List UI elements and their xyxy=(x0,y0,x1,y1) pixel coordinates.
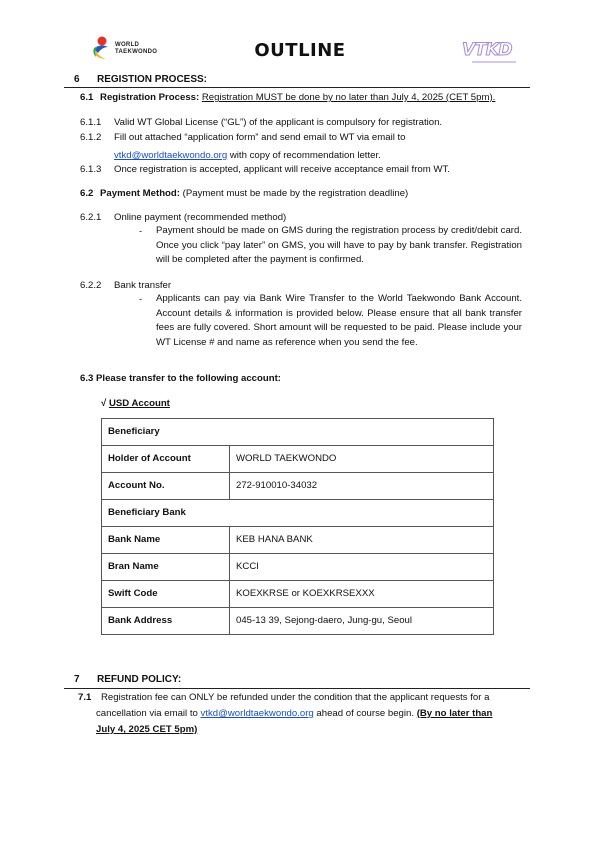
subsection-6-1-number: 6.1 xyxy=(80,92,94,103)
usd-account-label: USD Account xyxy=(108,398,170,409)
bank-address-label: Bank Address xyxy=(102,608,230,635)
account-number-label: Account No. xyxy=(102,473,230,500)
document-header xyxy=(0,0,600,72)
section-7-rule xyxy=(64,688,530,689)
section-6-rule xyxy=(64,87,530,88)
subsection-6-2-number: 6.2 xyxy=(80,188,94,199)
item-6-1-2-email-line xyxy=(114,150,381,162)
bank-address-value: 045-13 39, Sejong-daero, Jung-gu, Seoul xyxy=(230,608,494,635)
section-6-number: 6 xyxy=(74,74,80,85)
beneficiary-header: Beneficiary xyxy=(102,419,494,446)
bank-name-value: KEB HANA BANK xyxy=(230,527,494,554)
vtkd-logo xyxy=(462,40,524,68)
account-number-value: 272-910010-34032 xyxy=(230,473,494,500)
item-6-1-3-number: 6.1.3 xyxy=(80,164,102,175)
item-6-1-2-text: Fill out attached “application form” and send email to WT via email to xyxy=(114,132,406,143)
refund-email-link[interactable]: vtkd@worldtaekwondo.org xyxy=(200,708,314,719)
table-row xyxy=(102,446,494,473)
section-7-number: 7 xyxy=(74,674,80,685)
wt-logo-line1: WORLD xyxy=(115,42,140,48)
subsection-6-1 xyxy=(80,92,495,104)
refund-deadline-part2: July 4, 2025 CET 5pm) xyxy=(96,724,198,735)
holder-value: WORLD TAEKWONDO xyxy=(230,446,494,473)
wt-logo-line2: TAEKWONDO xyxy=(115,48,158,55)
table-row xyxy=(102,527,494,554)
table-row xyxy=(102,419,494,446)
branch-name-value: KCCI xyxy=(230,554,494,581)
section-6-title: REGISTION PROCESS: xyxy=(97,74,208,85)
beneficiary-bank-header: Beneficiary Bank xyxy=(102,500,494,527)
table-row xyxy=(102,581,494,608)
branch-name-label: Bran Name xyxy=(102,554,230,581)
page-title: OUTLINE xyxy=(254,40,346,61)
subsection-6-2-text: (Payment must be made by the registration deadline) xyxy=(179,188,409,199)
holder-label: Holder of Account xyxy=(102,446,230,473)
refund-line-2-mid: ahead of course begin. xyxy=(313,708,417,719)
subsection-6-1-deadline: Registration MUST be done by no later than July 4, 2025 (CET 5pm). xyxy=(201,92,496,103)
vtkd-logo-underline xyxy=(472,61,516,63)
item-6-1-1-text: Valid WT Global License (“GL”) of the applicant is compulsory for registration. xyxy=(114,117,443,128)
item-6-2-1-title: Online payment (recommended method) xyxy=(114,212,287,223)
swift-code-value: KOEXKRSE or KOEXKRSEXXX xyxy=(230,581,494,608)
subsection-6-2-label: Payment Method: xyxy=(100,188,180,199)
table-row xyxy=(102,473,494,500)
item-6-2-1-number: 6.2.1 xyxy=(80,212,102,223)
swift-code-label: Swift Code xyxy=(102,581,230,608)
item-6-2-1-dash: - xyxy=(139,226,143,237)
subsection-6-3: 6.3 Please transfer to the following account: xyxy=(80,373,281,384)
item-6-1-1-number: 6.1.1 xyxy=(80,117,102,128)
refund-line-2 xyxy=(96,708,492,720)
account-table xyxy=(101,418,494,635)
vtkd-logo-text: VTKD xyxy=(462,40,513,60)
item-6-2-2-dash: - xyxy=(139,294,143,305)
email-link[interactable]: vtkd@worldtaekwondo.org xyxy=(114,150,228,161)
item-6-1-3-text: Once registration is accepted, applicant will receive acceptance email from WT. xyxy=(114,164,450,175)
item-6-2-2-body: Applicants can pay via Bank Wire Transfer to the World Taekwondo Bank Account. Account details & information is provided below. Please ensure that all bank transfer fees are fully covered. Short amount will be requested to be paid. Please include your WT License # and name as reference when you send the fee. xyxy=(156,293,522,348)
table-row xyxy=(102,554,494,581)
table-row xyxy=(102,608,494,635)
section-7-title: REFUND POLICY: xyxy=(97,674,182,685)
subsection-6-2 xyxy=(80,188,408,200)
subsection-6-1-label: Registration Process: xyxy=(100,92,200,103)
bank-name-label: Bank Name xyxy=(102,527,230,554)
email-suffix: with copy of recommendation letter. xyxy=(227,150,381,161)
item-6-2-1-body: Payment should be made on GMS during the registration process by credit/debit card. Once you click “pay later” on GMS, you will have to pay by bank transfer. Registration will be completed after the payment is confirmed. xyxy=(156,225,522,265)
table-row xyxy=(102,500,494,527)
item-6-1-2-number: 6.1.2 xyxy=(80,132,102,143)
refund-deadline-part1: (By no later than xyxy=(416,708,493,719)
item-6-2-2-title: Bank transfer xyxy=(114,280,172,291)
check-mark-icon: √ xyxy=(101,398,107,409)
refund-line-2-prefix: cancellation via email to xyxy=(96,708,201,719)
subsection-7-1-number: 7.1 xyxy=(78,692,92,703)
item-6-2-2-number: 6.2.2 xyxy=(80,280,102,291)
refund-line-1: Registration fee can ONLY be refunded under the condition that the applicant requests for a xyxy=(101,692,490,703)
usd-account-heading xyxy=(101,398,170,410)
